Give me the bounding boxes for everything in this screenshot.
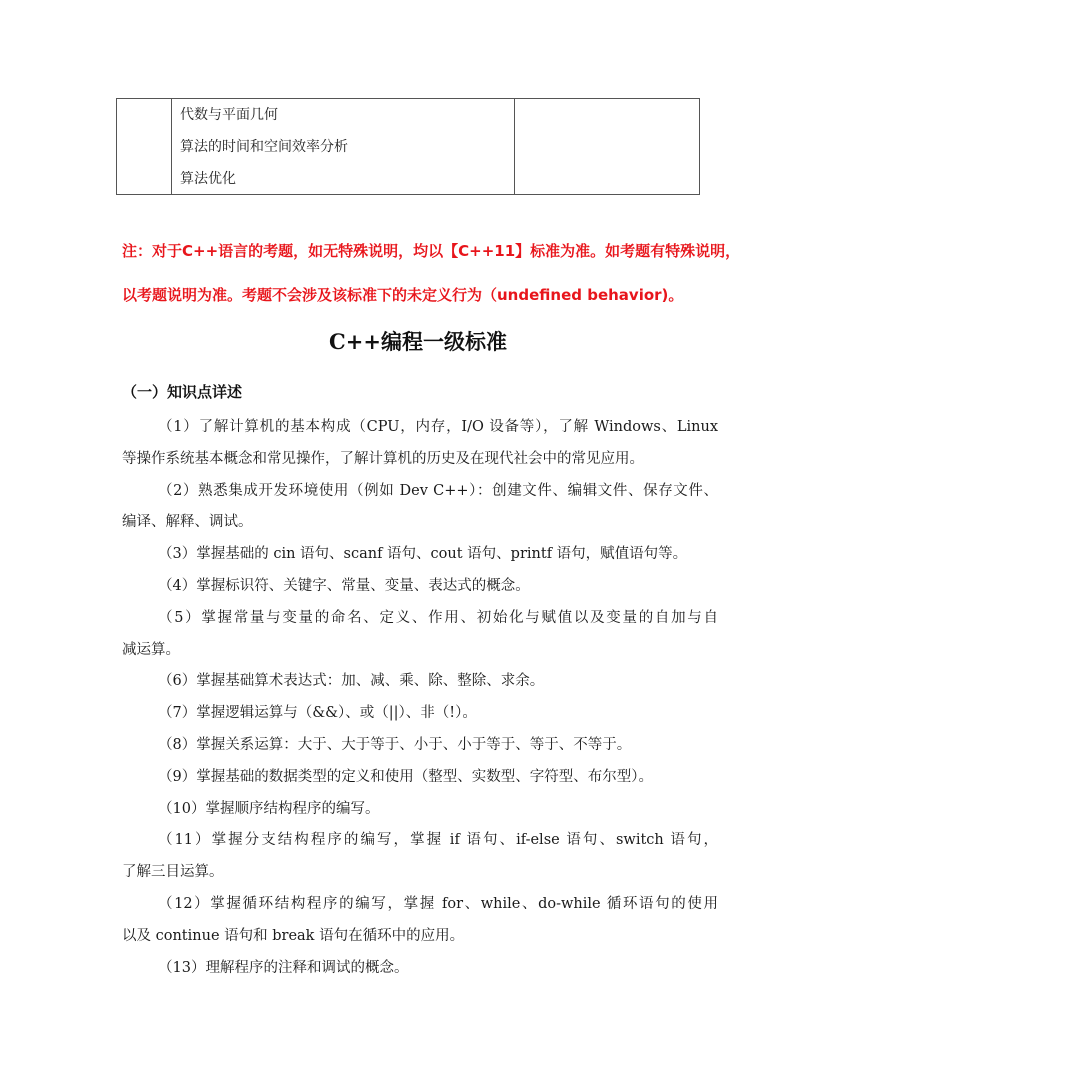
list-item [122,476,718,540]
list-item-line: （12）掌握循环结构程序的编写，掌握 for、while、do-while 循环语句的使用 [158,895,718,912]
list-item-line: （10）掌握顺序结构程序的编写。 [158,800,380,817]
list-item [122,794,718,826]
list-item-line: 编译、解释、调试。 [122,514,253,531]
list-item [122,539,718,571]
list-item-line: 以及 continue 语句和 break 语句在循环中的应用。 [122,927,465,944]
table-column-divider [171,98,172,195]
list-item-line: 了解三目运算。 [122,864,224,881]
list-item-line: （11）掌握分支结构程序的编写，掌握 if 语句、if-else 语句、switch 语句， [158,832,718,849]
list-item [122,953,718,985]
table-column-divider [514,98,515,195]
table-topic-list [180,104,348,200]
list-item-line: （6）掌握基础算术表达式：加、减、乘、除、整除、求余。 [158,673,545,690]
list-item-line: （5）掌握常量与变量的命名、定义、作用、初始化与赋值以及变量的自加与自 [158,609,718,626]
list-item [122,730,718,762]
list-item-line: （3）掌握基础的 cin 语句、scanf 语句、cout 语句、printf 语句，赋值语句等。 [158,546,688,563]
list-item [122,762,718,794]
list-item-line: 减运算。 [122,641,180,658]
list-item-line: （7）掌握逻辑运算与（&&）、或（||）、非（!）。 [158,705,477,722]
section-heading: （一）知识点详述 [122,383,243,401]
list-item [122,698,718,730]
list-item [122,825,718,889]
list-item-line: （8）掌握关系运算：大于、大于等于、小于、小于等于、等于、不等于。 [158,736,632,753]
list-item-line: 等操作系统基本概念和常见操作，了解计算机的历史及在现代社会中的常见应用。 [122,450,644,467]
table-topic-item: 算法的时间和空间效率分析 [180,139,348,155]
standard-note [122,229,741,317]
note-line: 以考题说明为准。考题不会涉及该标准下的未定义行为（undefined behavior)。 [122,286,684,304]
list-item [122,571,718,603]
page-title: C++编程一级标准 [329,329,507,354]
table-topic-item: 算法优化 [180,171,236,187]
list-item-line: （1）了解计算机的基本构成（CPU，内存，I/O 设备等），了解 Windows、Linux [158,419,718,435]
list-item-line: （2）熟悉集成开发环境使用（例如 Dev C++）：创建文件、编辑文件、保存文件、 [158,482,718,499]
note-line: 注：对于C++语言的考题，如无特殊说明，均以【C++11】标准为准。如考题有特殊说明， [122,242,741,260]
list-item-line: （4）掌握标识符、关键字、常量、变量、表达式的概念。 [158,577,530,594]
table-topic-item: 代数与平面几何 [180,107,278,123]
list-item [122,412,718,476]
list-item [122,889,718,953]
list-item-line: （9）掌握基础的数据类型的定义和使用（整型、实数型、字符型、布尔型）。 [158,768,653,785]
list-item [122,666,718,698]
list-item [122,603,718,667]
knowledge-point-list [122,412,718,984]
list-item-line: （13）理解程序的注释和调试的概念。 [158,959,409,976]
